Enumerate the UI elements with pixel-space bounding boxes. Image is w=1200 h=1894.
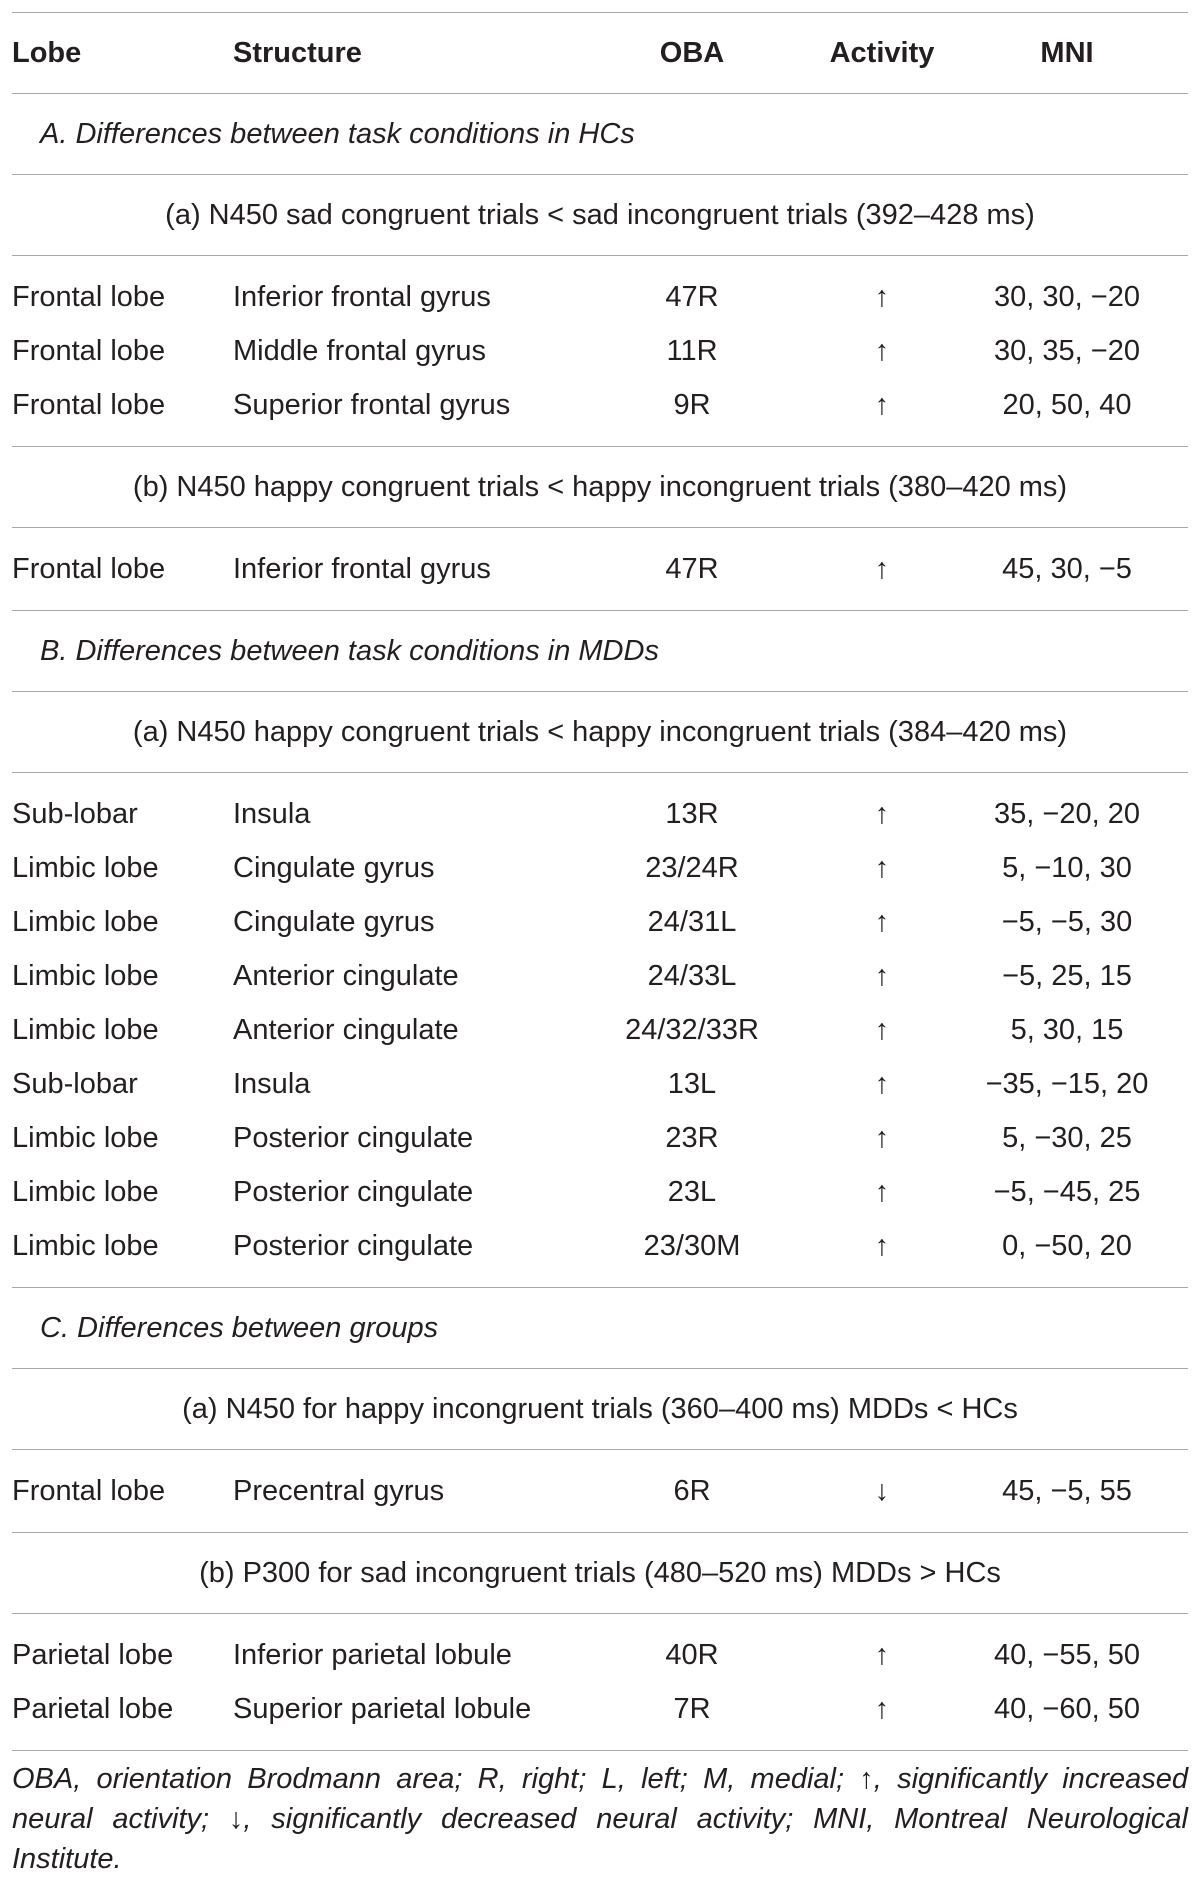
arrow-up-icon: ↑ bbox=[874, 335, 890, 367]
cell-structure: Precentral gyrus bbox=[233, 1475, 445, 1507]
arrow-up-icon: ↑ bbox=[874, 1014, 890, 1046]
arrow-up-icon: ↑ bbox=[874, 1230, 890, 1262]
cell-mni: 5, 30, 15 bbox=[1010, 1014, 1124, 1046]
cell-lobe: Parietal lobe bbox=[12, 1639, 174, 1671]
table-body bbox=[12, 93, 1188, 1750]
table-row bbox=[12, 270, 1188, 324]
header-oba: OBA bbox=[659, 37, 725, 69]
cell-lobe: Limbic lobe bbox=[12, 960, 159, 992]
cell-structure: Anterior cingulate bbox=[233, 1014, 459, 1046]
table-header bbox=[12, 13, 1188, 93]
cell-lobe: Limbic lobe bbox=[12, 1122, 159, 1154]
section-heading bbox=[12, 94, 1188, 174]
cell-mni: 5, −30, 25 bbox=[1002, 1122, 1132, 1154]
cell-structure: Anterior cingulate bbox=[233, 960, 459, 992]
arrow-up-icon: ↑ bbox=[874, 906, 890, 938]
cell-oba: 13L bbox=[667, 1068, 717, 1100]
cell-mni: 40, −60, 50 bbox=[994, 1693, 1140, 1725]
cell-structure: Cingulate gyrus bbox=[233, 852, 435, 884]
cell-mni: 30, 30, −20 bbox=[994, 281, 1140, 313]
cell-oba: 47R bbox=[665, 281, 719, 313]
cell-structure: Inferior frontal gyrus bbox=[233, 281, 491, 313]
cell-structure: Insula bbox=[233, 1068, 311, 1100]
arrow-up-icon: ↑ bbox=[874, 553, 890, 585]
table-row bbox=[12, 542, 1188, 596]
cell-lobe: Limbic lobe bbox=[12, 1230, 159, 1262]
cell-lobe: Limbic lobe bbox=[12, 1014, 159, 1046]
cell-mni: 35, −20, 20 bbox=[994, 798, 1140, 830]
subgroup-heading bbox=[12, 447, 1188, 527]
subgroup-title: (a) N450 happy congruent trials < happy incongruent trials (384–420 ms) bbox=[132, 716, 1068, 748]
cell-mni: 0, −50, 20 bbox=[1002, 1230, 1132, 1262]
row-group bbox=[12, 256, 1188, 446]
subgroup-title: (a) N450 sad congruent trials < sad incongruent trials (392–428 ms) bbox=[165, 199, 1035, 231]
table-footnote: OBA, orientation Brodmann area; R, right; L, left; M, medial; ↑, significantly increased neural activity; ↓, significantly decreased neural activity; MNI, Montreal Neurological Institute. bbox=[12, 1763, 1188, 1875]
subgroup-title: (b) N450 happy congruent trials < happy incongruent trials (380–420 ms) bbox=[132, 471, 1068, 503]
section-heading bbox=[12, 1288, 1188, 1368]
arrow-down-icon: ↓ bbox=[874, 1475, 890, 1507]
cell-oba: 23R bbox=[665, 1122, 719, 1154]
cell-oba: 7R bbox=[673, 1693, 711, 1725]
cell-structure: Middle frontal gyrus bbox=[233, 335, 487, 367]
table-row bbox=[12, 1682, 1188, 1736]
cell-oba: 6R bbox=[673, 1475, 711, 1507]
arrow-up-icon: ↑ bbox=[874, 389, 890, 421]
cell-structure: Inferior parietal lobule bbox=[233, 1639, 512, 1671]
cell-oba: 23L bbox=[667, 1176, 717, 1208]
table-row bbox=[12, 1219, 1188, 1273]
cell-lobe: Sub-lobar bbox=[12, 1068, 138, 1100]
cell-lobe: Limbic lobe bbox=[12, 852, 159, 884]
cell-lobe: Frontal lobe bbox=[12, 281, 166, 313]
table-row bbox=[12, 1628, 1188, 1682]
section-title: B. Differences between task conditions in MDDs bbox=[40, 635, 659, 667]
row-group bbox=[12, 1450, 1188, 1532]
table-row bbox=[12, 1165, 1188, 1219]
cell-mni: −5, −45, 25 bbox=[993, 1176, 1141, 1208]
header-lobe: Lobe bbox=[12, 37, 82, 69]
section-title: A. Differences between task conditions in HCs bbox=[40, 118, 635, 150]
table-row bbox=[12, 1464, 1188, 1518]
cell-oba: 24/32/33R bbox=[625, 1014, 759, 1046]
arrow-up-icon: ↑ bbox=[874, 1068, 890, 1100]
cell-structure: Superior frontal gyrus bbox=[233, 389, 511, 421]
cell-oba: 11R bbox=[666, 335, 718, 367]
row-group bbox=[12, 528, 1188, 610]
arrow-up-icon: ↑ bbox=[874, 1122, 890, 1154]
cell-structure: Posterior cingulate bbox=[233, 1122, 474, 1154]
cell-structure: Posterior cingulate bbox=[233, 1176, 474, 1208]
cell-mni: 45, 30, −5 bbox=[1002, 553, 1132, 585]
subgroup-heading bbox=[12, 1369, 1188, 1449]
table-row bbox=[12, 1111, 1188, 1165]
subgroup-title: (a) N450 for happy incongruent trials (360–400 ms) MDDs < HCs bbox=[182, 1393, 1018, 1425]
subgroup-heading bbox=[12, 692, 1188, 772]
cell-mni: 30, 35, −20 bbox=[994, 335, 1140, 367]
table-row bbox=[12, 841, 1188, 895]
arrow-up-icon: ↑ bbox=[874, 1639, 890, 1671]
row-group bbox=[12, 773, 1188, 1287]
results-table bbox=[12, 12, 1188, 1879]
cell-oba: 40R bbox=[665, 1639, 719, 1671]
table-row bbox=[12, 1057, 1188, 1111]
cell-oba: 23/30M bbox=[643, 1230, 741, 1262]
cell-oba: 23/24R bbox=[645, 852, 739, 884]
cell-lobe: Limbic lobe bbox=[12, 906, 159, 938]
cell-lobe: Parietal lobe bbox=[12, 1693, 174, 1725]
cell-lobe: Frontal lobe bbox=[12, 389, 166, 421]
cell-lobe: Sub-lobar bbox=[12, 798, 138, 830]
cell-mni: −5, 25, 15 bbox=[1002, 960, 1132, 992]
cell-structure: Inferior frontal gyrus bbox=[233, 553, 491, 585]
arrow-up-icon: ↑ bbox=[874, 1176, 890, 1208]
row-group bbox=[12, 1614, 1188, 1750]
cell-mni: −35, −15, 20 bbox=[985, 1068, 1149, 1100]
arrow-up-icon: ↑ bbox=[874, 852, 890, 884]
cell-oba: 24/31L bbox=[647, 906, 737, 938]
table-row bbox=[12, 378, 1188, 432]
cell-structure: Superior parietal lobule bbox=[233, 1693, 532, 1725]
table-row bbox=[12, 1003, 1188, 1057]
table-row bbox=[12, 895, 1188, 949]
subgroup-title: (b) P300 for sad incongruent trials (480–520 ms) MDDs > HCs bbox=[199, 1557, 1001, 1589]
section-heading bbox=[12, 611, 1188, 691]
subgroup-heading bbox=[12, 1533, 1188, 1613]
table-row bbox=[12, 787, 1188, 841]
arrow-up-icon: ↑ bbox=[874, 960, 890, 992]
cell-lobe: Frontal lobe bbox=[12, 1475, 166, 1507]
cell-mni: 45, −5, 55 bbox=[1002, 1475, 1132, 1507]
arrow-up-icon: ↑ bbox=[874, 1693, 890, 1725]
cell-structure: Insula bbox=[233, 798, 311, 830]
cell-oba: 9R bbox=[673, 389, 711, 421]
cell-oba: 24/33L bbox=[647, 960, 737, 992]
header-mni: MNI bbox=[1040, 37, 1094, 69]
cell-lobe: Frontal lobe bbox=[12, 553, 166, 585]
header-activity: Activity bbox=[829, 37, 935, 69]
cell-oba: 13R bbox=[665, 798, 719, 830]
arrow-up-icon: ↑ bbox=[874, 798, 890, 830]
cell-lobe: Frontal lobe bbox=[12, 335, 166, 367]
cell-mni: 20, 50, 40 bbox=[1002, 389, 1132, 421]
cell-mni: 5, −10, 30 bbox=[1002, 852, 1132, 884]
header-structure: Structure bbox=[233, 37, 362, 69]
table-row bbox=[12, 949, 1188, 1003]
cell-mni: −5, −5, 30 bbox=[1001, 906, 1133, 938]
arrow-up-icon: ↑ bbox=[874, 281, 890, 313]
cell-lobe: Limbic lobe bbox=[12, 1176, 159, 1208]
cell-oba: 47R bbox=[665, 553, 719, 585]
cell-structure: Posterior cingulate bbox=[233, 1230, 474, 1262]
subgroup-heading bbox=[12, 175, 1188, 255]
section-title: C. Differences between groups bbox=[40, 1312, 439, 1344]
cell-mni: 40, −55, 50 bbox=[994, 1639, 1140, 1671]
cell-structure: Cingulate gyrus bbox=[233, 906, 435, 938]
table-row bbox=[12, 324, 1188, 378]
